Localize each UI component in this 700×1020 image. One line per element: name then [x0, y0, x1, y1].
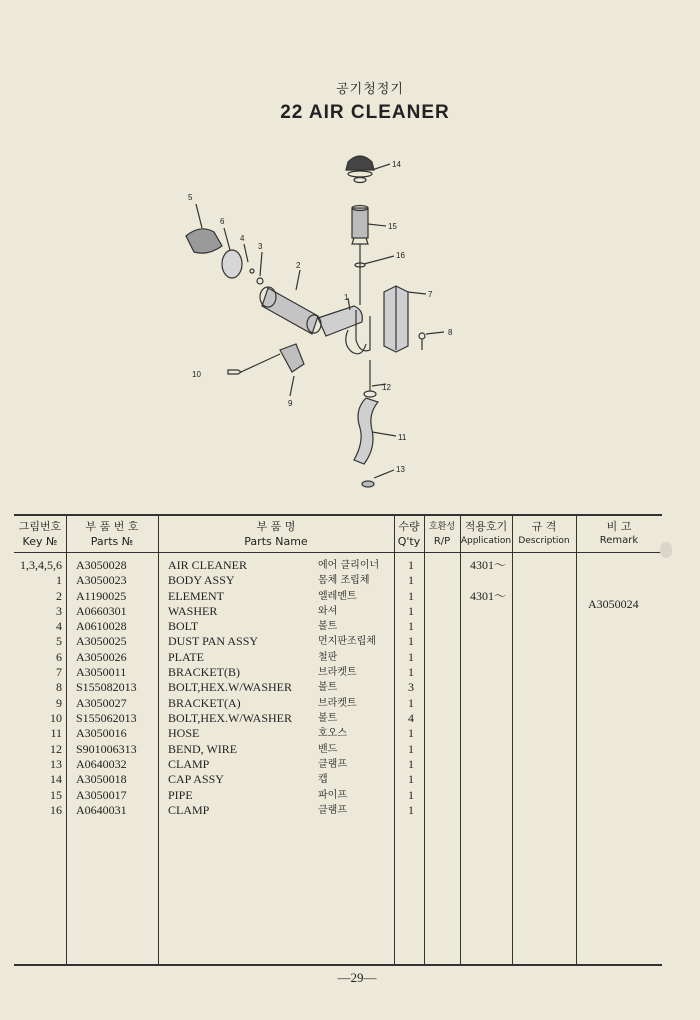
remark: A3050024 — [588, 597, 639, 611]
key-number: 1 — [56, 573, 62, 587]
key-number: 4 — [56, 619, 62, 633]
part-name-korean: 볼트 — [318, 682, 338, 693]
header-qty: Q'ty — [397, 535, 421, 548]
quantity: 1 — [408, 573, 414, 587]
callout-label: 16 — [396, 251, 405, 260]
key-number: 1,3,4,5,6 — [20, 558, 62, 572]
table-row — [14, 665, 662, 680]
part-number: A3050023 — [76, 573, 127, 587]
part-number: A3050028 — [76, 558, 127, 572]
part-name-korean: 브라켓트 — [318, 698, 357, 709]
callout-label: 10 — [192, 370, 201, 379]
part-name: ELEMENT — [168, 589, 224, 603]
part-name: CLAMP — [168, 757, 210, 771]
header-rp: R/P — [433, 536, 451, 547]
key-number: 11 — [50, 726, 62, 740]
key-number: 13 — [50, 757, 62, 771]
key-number: 15 — [50, 788, 62, 802]
part-number: S901006313 — [76, 742, 137, 756]
key-number: 5 — [56, 634, 62, 648]
application: 4301～ — [470, 558, 507, 572]
quantity: 1 — [408, 772, 414, 786]
key-number: 14 — [50, 772, 62, 786]
part-name-korean: 철판 — [318, 652, 338, 663]
header-part-number: Parts № — [90, 535, 134, 548]
table-row — [14, 742, 662, 757]
part-number: A0660301 — [76, 604, 127, 618]
part-name-korean: 클램프 — [318, 805, 347, 816]
key-number: 8 — [56, 680, 62, 694]
header-application: Application — [460, 536, 512, 546]
callout-label: 1 — [344, 293, 349, 302]
quantity: 1 — [408, 634, 414, 648]
scan-punch-hole — [660, 542, 672, 558]
part-number: S155082013 — [76, 680, 137, 694]
key-number: 2 — [56, 589, 62, 603]
part-name: BEND, WIRE — [168, 742, 238, 756]
part-name: CLAMP — [168, 803, 210, 817]
header-description-korean: 규 격 — [531, 520, 557, 533]
part-number: A3050016 — [76, 726, 127, 740]
header-key: Key № — [22, 535, 58, 548]
key-number: 12 — [50, 742, 62, 756]
quantity: 1 — [408, 604, 414, 618]
header-remark: Remark — [599, 535, 639, 546]
part-name-korean: 브라켓트 — [318, 667, 357, 678]
callout-label: 4 — [240, 234, 245, 243]
section-subtitle-korean: 공기청정기 — [336, 82, 404, 97]
part-name-korean: 밴드 — [318, 744, 338, 755]
callout-label: 14 — [392, 160, 401, 169]
quantity: 1 — [408, 757, 414, 771]
part-number: A0640032 — [76, 757, 127, 771]
callout-label: 13 — [396, 465, 405, 474]
quantity: 1 — [408, 788, 414, 802]
part-name-korean: 캡 — [318, 774, 328, 785]
part-number: A3050027 — [76, 696, 127, 710]
header-description: Description — [518, 536, 570, 546]
table-row — [14, 558, 662, 573]
part-number: A3050018 — [76, 772, 127, 786]
key-number: 16 — [50, 803, 62, 817]
part-name: BRACKET(A) — [168, 696, 241, 710]
table-row — [14, 803, 662, 818]
quantity: 1 — [408, 742, 414, 756]
callout-label: 15 — [388, 222, 397, 231]
part-number: A1190025 — [76, 589, 127, 603]
header-part-name: Parts Name — [244, 535, 308, 548]
quantity: 1 — [408, 665, 414, 679]
part-name-korean: 몸체 조립체 — [318, 575, 370, 586]
table-row — [14, 604, 662, 619]
quantity: 1 — [408, 558, 414, 572]
table-row — [14, 757, 662, 772]
callout-label: 5 — [188, 193, 193, 202]
part-name: DUST PAN ASSY — [168, 634, 259, 648]
part-name: CAP ASSY — [168, 772, 224, 786]
part-name: BRACKET(B) — [168, 665, 240, 679]
part-number: A3050025 — [76, 634, 127, 648]
page-number: —29— — [337, 970, 377, 985]
part-name-korean: 클램프 — [318, 759, 347, 770]
callout-label: 12 — [382, 383, 391, 392]
quantity: 1 — [408, 589, 414, 603]
part-name: BOLT — [168, 619, 199, 633]
key-number: 7 — [56, 665, 62, 679]
application: 4301～ — [470, 589, 507, 603]
table-row — [14, 619, 662, 634]
quantity: 1 — [408, 696, 414, 710]
quantity: 1 — [408, 650, 414, 664]
part-name: PIPE — [168, 788, 193, 802]
part-name-korean: 볼트 — [318, 713, 338, 724]
parts-table — [14, 514, 662, 966]
part-name: BOLT,HEX.W/WASHER — [168, 680, 292, 694]
part-name: HOSE — [168, 726, 200, 740]
quantity: 1 — [408, 619, 414, 633]
callout-label: 8 — [448, 328, 453, 337]
quantity: 1 — [408, 803, 414, 817]
part-name: BOLT,HEX.W/WASHER — [168, 711, 292, 725]
header-key-korean: 그림번호 — [18, 520, 62, 533]
header-part-name-korean: 부 품 명 — [256, 520, 296, 533]
part-number: A0640031 — [76, 803, 127, 817]
key-number: 10 — [50, 711, 62, 725]
part-name-korean: 엘레멘트 — [318, 591, 357, 602]
table-row — [14, 711, 662, 726]
part-name-korean: 와셔 — [318, 606, 338, 617]
key-number: 9 — [56, 696, 62, 710]
key-number: 6 — [56, 650, 62, 664]
table-row — [14, 680, 662, 695]
header-part-number-korean: 부 품 번 호 — [85, 520, 139, 533]
part-number: A3050011 — [76, 665, 127, 679]
part-name-korean: 에어 클리이너 — [318, 560, 380, 571]
callout-label: 3 — [258, 242, 263, 251]
key-number: 3 — [56, 604, 62, 618]
part-name-korean: 볼트 — [318, 621, 338, 632]
table-row — [14, 573, 662, 588]
section-title: 22 AIR CLEANER — [280, 102, 450, 123]
callout-label: 6 — [220, 217, 225, 226]
callout-label: 7 — [428, 290, 433, 299]
table-row — [14, 634, 662, 649]
header-remark-korean: 비 고 — [606, 520, 632, 533]
part-number: A0610028 — [76, 619, 127, 633]
table-row — [14, 696, 662, 711]
part-number: A3050026 — [76, 650, 127, 664]
table-row — [14, 772, 662, 787]
header-application-korean: 적용호기 — [464, 520, 508, 533]
part-name: WASHER — [168, 604, 218, 618]
part-name: AIR CLEANER — [168, 558, 247, 572]
header-rp-korean: 호환성 — [428, 522, 456, 532]
part-name-korean: 먼지판조립체 — [318, 636, 376, 647]
table-row — [14, 726, 662, 741]
part-number: A3050017 — [76, 788, 127, 802]
quantity: 1 — [408, 726, 414, 740]
part-name-korean: 호오스 — [318, 728, 347, 739]
table-row — [14, 788, 662, 803]
part-name: BODY ASSY — [168, 573, 235, 587]
quantity: 4 — [408, 711, 414, 725]
air-cleaner-exploded-diagram — [150, 140, 480, 500]
table-row — [14, 650, 662, 665]
callout-label: 11 — [398, 433, 407, 442]
part-number: S155062013 — [76, 711, 137, 725]
header-qty-korean: 수량 — [398, 520, 420, 533]
callout-label: 2 — [296, 261, 301, 270]
part-name-korean: 파이프 — [318, 790, 347, 801]
part-name: PLATE — [168, 650, 204, 664]
quantity: 3 — [408, 680, 414, 694]
callout-label: 9 — [288, 399, 293, 408]
